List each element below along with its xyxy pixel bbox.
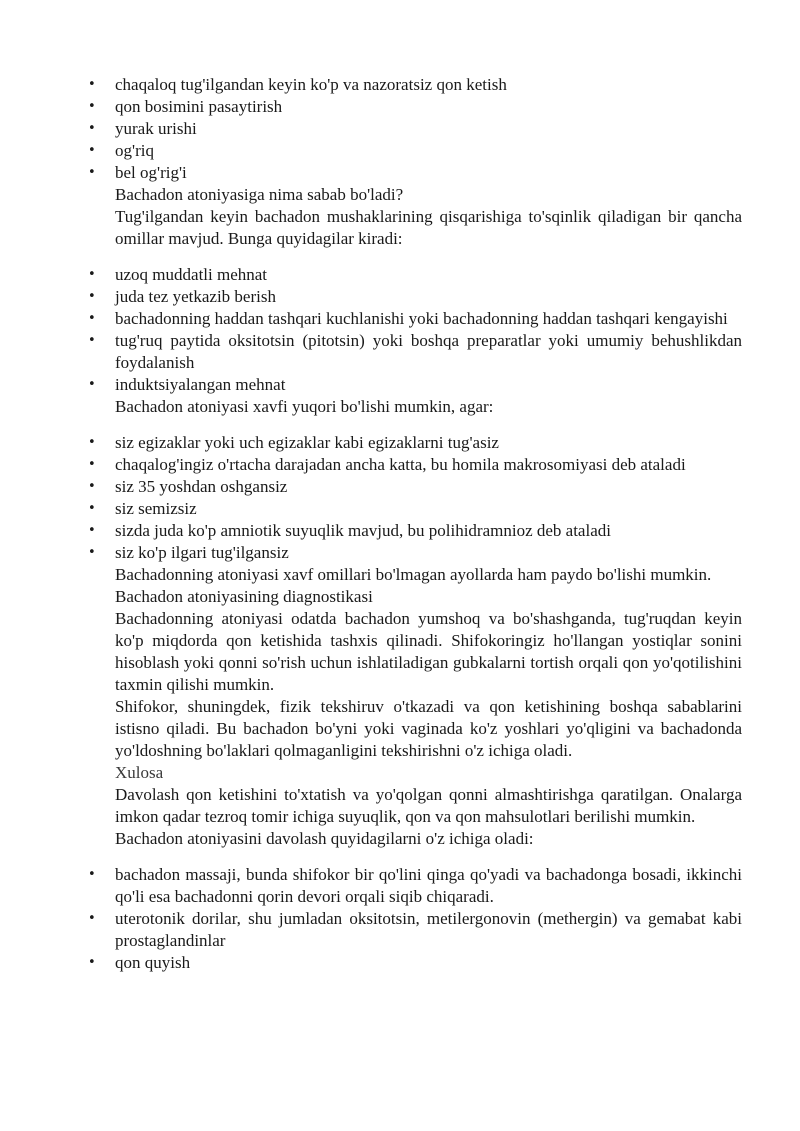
diagnosis-paragraph-2: Shifokor, shuningdek, fizik tekshiruv o'tkazadi va qon ketishining boshqa sabablarini istisno qiladi. Bu bachadon bo'yni yoki vaginada ko'z yoshlari yo'qligini va bachadonda yo'ldoshning bo'laklari qolmaganligini tekshirishni o'z ichiga oladi. — [115, 697, 742, 760]
causes-list — [0, 264, 800, 396]
list-item: • juda tez yetkazib berish — [0, 286, 800, 308]
diagnosis-heading: Bachadon atoniyasining diagnostikasi — [115, 587, 373, 606]
document-page — [0, 74, 800, 974]
list-item: • siz semizsiz — [0, 498, 800, 520]
risk-note: Bachadonning atoniyasi xavf omillari bo'lmagan ayollarda ham paydo bo'lishi mumkin. — [115, 565, 712, 584]
treatment-list — [0, 864, 800, 974]
risk-factors-list — [0, 432, 800, 564]
list-item: • siz egizaklar yoki uch egizaklar kabi egizaklarni tug'asiz — [0, 432, 800, 454]
list-item: • qon quyish — [0, 952, 800, 974]
causes-heading: Bachadon atoniyasiga nima sabab bo'ladi? — [115, 185, 404, 204]
list-item: • uzoq muddatli mehnat — [0, 264, 800, 286]
causes-intro: Tug'ilgandan keyin bachadon mushaklarining qisqarishiga to'sqinlik qiladigan bir qancha omillar mavjud. Bunga quyidagilar kiradi: — [115, 207, 742, 248]
list-item: • bachadonning haddan tashqari kuchlanishi yoki bachadonning haddan tashqari kengayishi — [0, 308, 800, 330]
list-item: • chaqaloq tug'ilgandan keyin ko'p va nazoratsiz qon ketish — [0, 74, 800, 96]
list-item: • qon bosimini pasaytirish — [0, 96, 800, 118]
list-item: • bachadon massaji, bunda shifokor bir qo'lini qinga qo'yadi va bachadonga bosadi, ikkinchi qo'li esa bachadonni qorin devori orqali siqib chiqaradi. — [0, 864, 800, 908]
risk-heading: Bachadon atoniyasi xavfi yuqori bo'lishi mumkin, agar: — [115, 397, 494, 416]
list-item: • siz 35 yoshdan oshgansiz — [0, 476, 800, 498]
list-item: • yurak urishi — [0, 118, 800, 140]
list-item: • siz ko'p ilgari tug'ilgansiz — [0, 542, 800, 564]
symptoms-list — [0, 74, 800, 184]
conclusion-heading: Xulosa — [115, 763, 164, 782]
list-item: • uterotonik dorilar, shu jumladan oksitotsin, metilergonovin (methergin) va gemabat kabi prostaglandinlar — [0, 908, 800, 952]
list-item: • og'riq — [0, 140, 800, 162]
list-item: • induktsiyalangan mehnat — [0, 374, 800, 396]
list-item: • sizda juda ko'p amniotik suyuqlik mavjud, bu polihidramnioz deb ataladi — [0, 520, 800, 542]
conclusion-paragraph: Davolash qon ketishini to'xtatish va yo'qolgan qonni almashtirishga qaratilgan. Onalarga imkon qadar tezroq tomir ichiga suyuqlik, qon va qon mahsulotlari berilishi mumkin. — [115, 785, 742, 826]
list-item: • bel og'rig'i — [0, 162, 800, 184]
diagnosis-paragraph-1: Bachadonning atoniyasi odatda bachadon yumshoq va bo'shashganda, tug'ruqdan keyin ko'p miqdorda qon ketishida tashxis qilinadi. Shifokoringiz ho'llangan yostiqlar sonini hisoblash yoki qonni so'rish uchun ishlatiladigan gubkalarni tortish orqali qon yo'qotilishini taxmin qilishi mumkin. — [115, 609, 742, 694]
list-item: • chaqalog'ingiz o'rtacha darajadan ancha katta, bu homila makrosomiyasi deb ataladi — [0, 454, 800, 476]
treatment-intro: Bachadon atoniyasini davolash quyidagilarni o'z ichiga oladi: — [115, 829, 534, 848]
list-item: • tug'ruq paytida oksitotsin (pitotsin) yoki boshqa preparatlar yoki umumiy behushlikdan foydalanish — [0, 330, 800, 374]
